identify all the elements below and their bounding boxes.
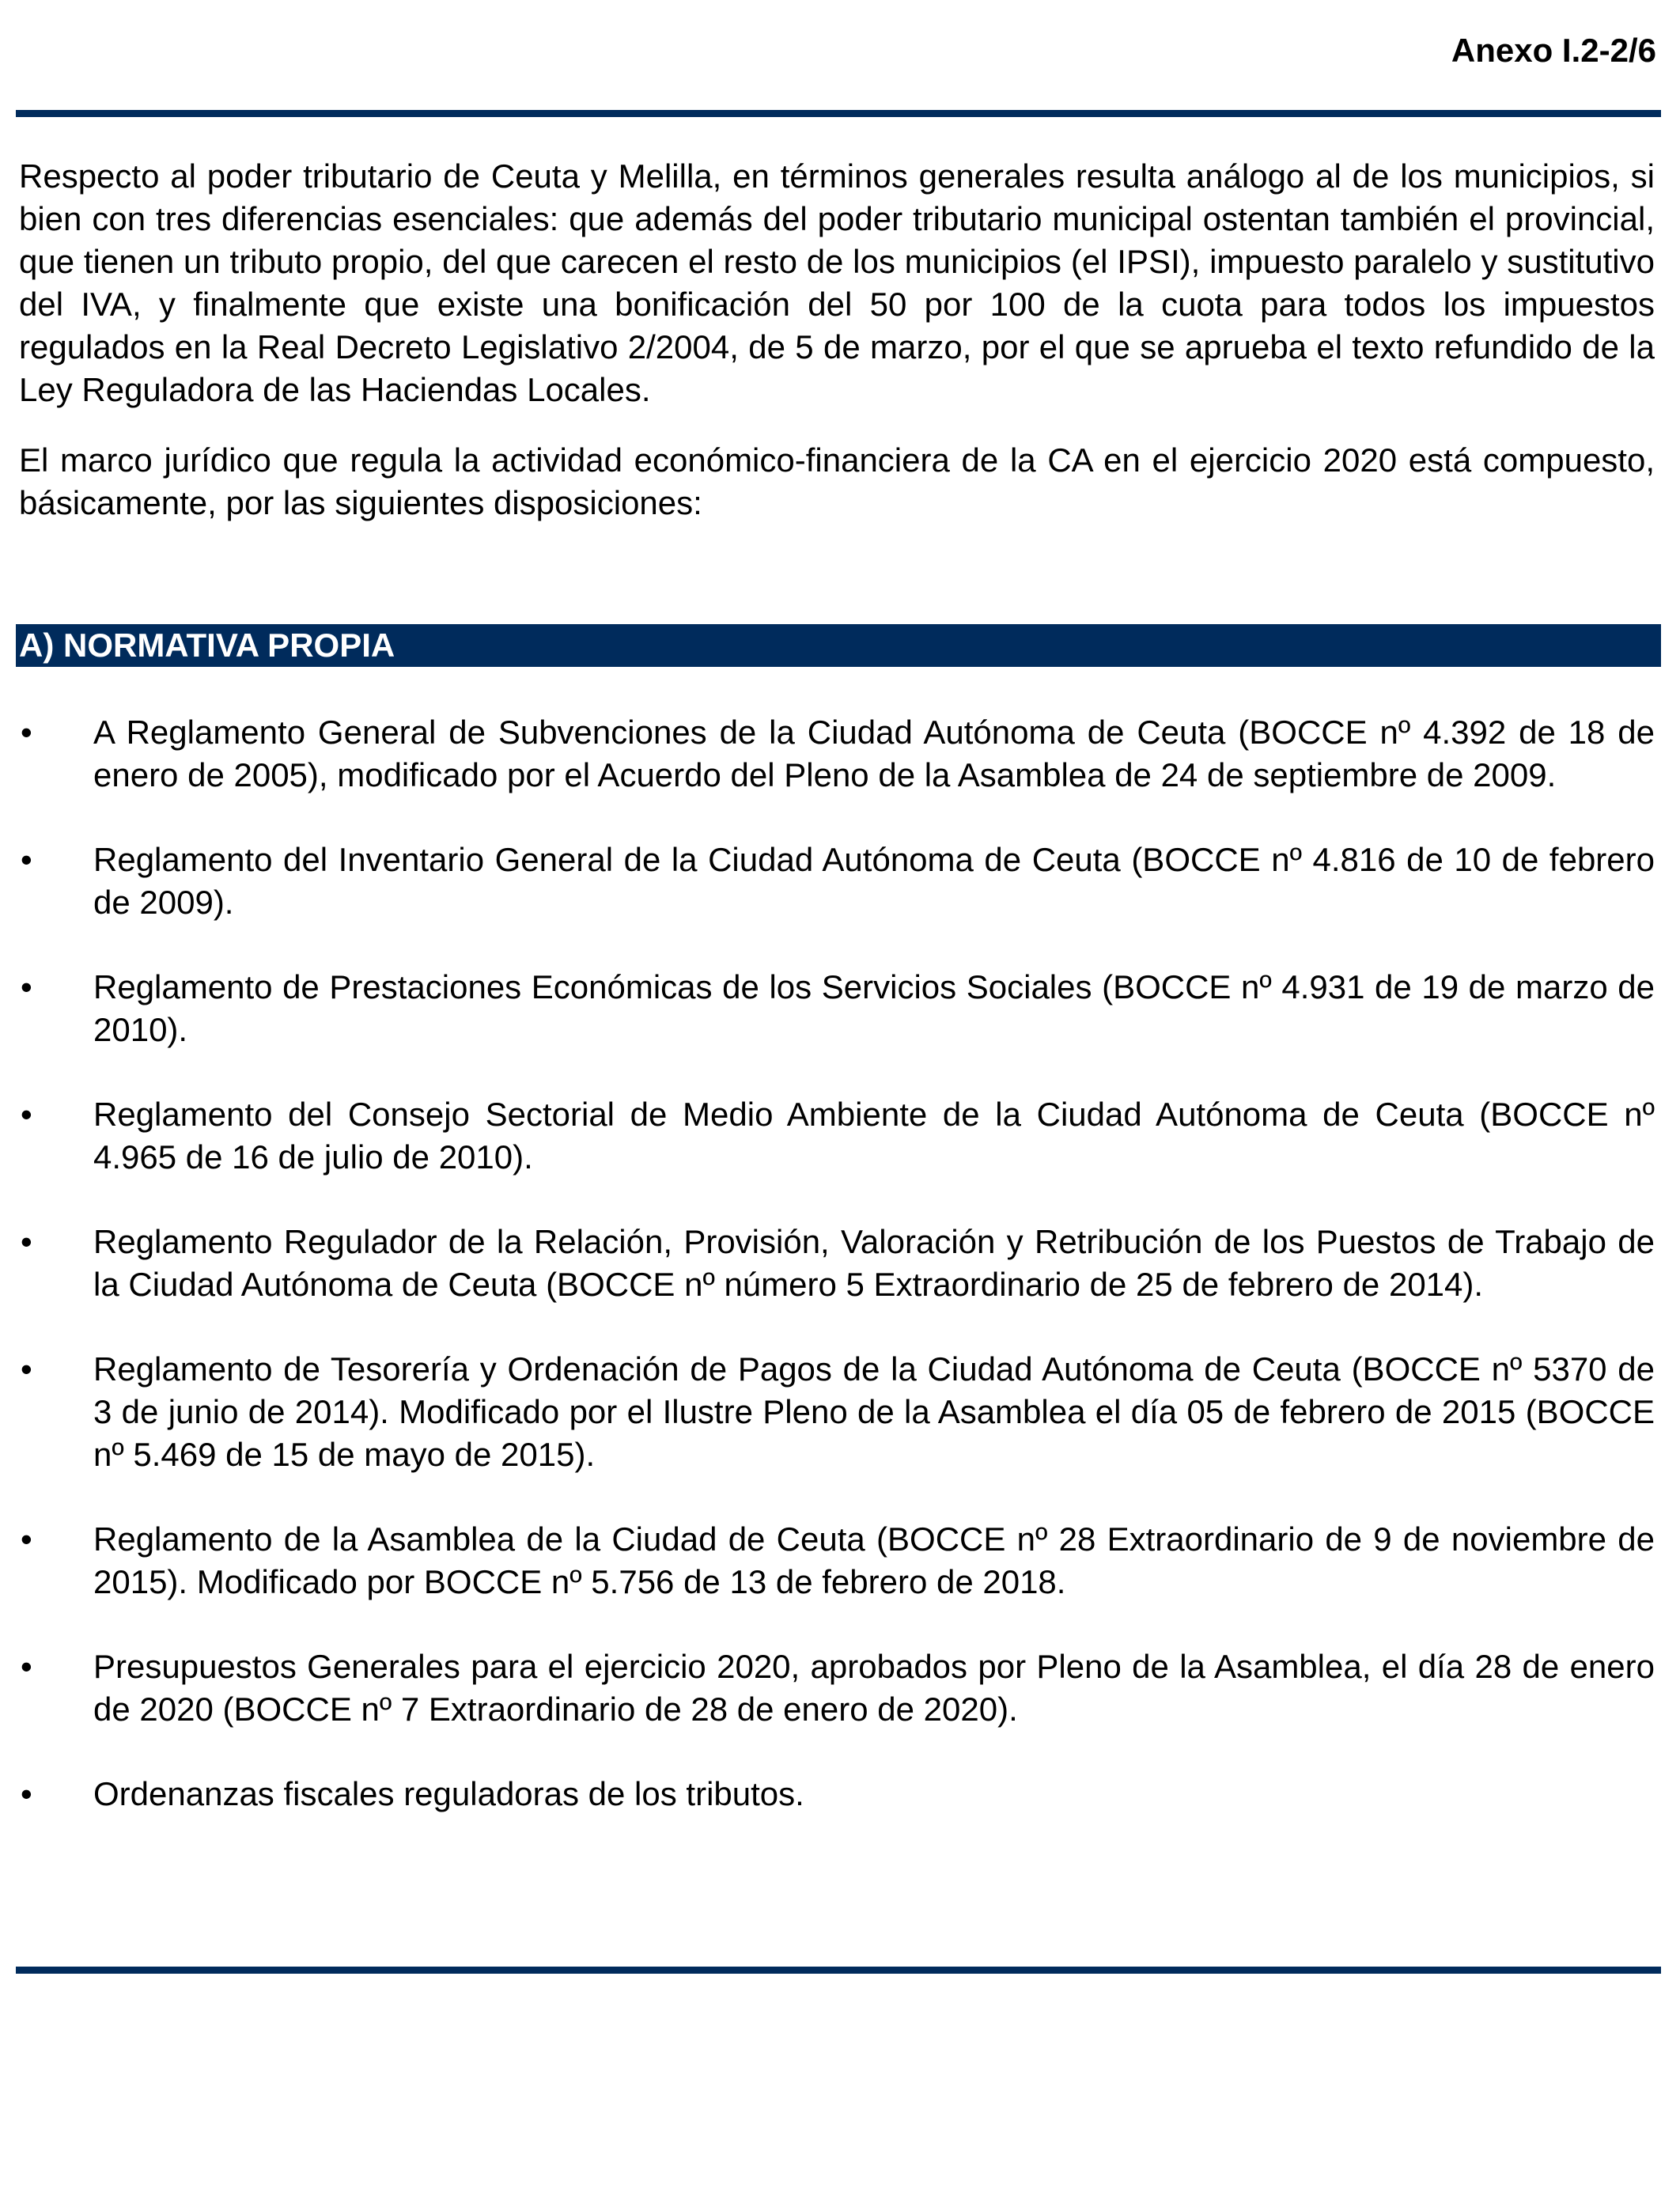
list-item bbox=[0, 1093, 1680, 1179]
bullet-icon: • bbox=[21, 714, 32, 751]
bullet-icon: • bbox=[21, 1520, 32, 1558]
list-item-text: A Reglamento General de Subvenciones de la Ciudad Autónoma de Ceuta (BOCCE nº 4.392 de 18 de enero de 2005), modificado por el Acuerdo del Pleno de la Asamblea de 24 de septiembre de 2009. bbox=[93, 714, 1655, 793]
list-item bbox=[0, 966, 1680, 1051]
bullet-icon: • bbox=[21, 1096, 32, 1133]
list-item-text: Reglamento de la Asamblea de la Ciudad de Ceuta (BOCCE nº 28 Extraordinario de 9 de noviembre de 2015). Modificado por BOCCE nº 5.756 de 13 de febrero de 2018. bbox=[93, 1520, 1655, 1600]
list-item bbox=[0, 1518, 1680, 1603]
bullet-icon: • bbox=[21, 968, 32, 1005]
bullet-icon: • bbox=[21, 1350, 32, 1388]
list-item-text: Ordenanzas fiscales reguladoras de los tributos. bbox=[93, 1775, 804, 1812]
bullet-icon: • bbox=[21, 1648, 32, 1685]
list-item bbox=[0, 711, 1680, 797]
regulation-list bbox=[0, 711, 1680, 1857]
list-item bbox=[0, 1221, 1680, 1306]
list-item-text: Presupuestos Generales para el ejercicio 2020, aprobados por Pleno de la Asamblea, el día 28 de enero de 2020 (BOCCE nº 7 Extraordinario de 28 de enero de 2020). bbox=[93, 1648, 1655, 1728]
bullet-icon: • bbox=[21, 1775, 32, 1812]
list-item-text: Reglamento del Consejo Sectorial de Medio Ambiente de la Ciudad Autónoma de Ceuta (BOCCE nº 4.965 de 16 de julio de 2010). bbox=[93, 1096, 1655, 1176]
list-item-text: Reglamento Regulador de la Relación, Provisión, Valoración y Retribución de los Puestos de Trabajo de la Ciudad Autónoma de Ceuta (BOCCE nº número 5 Extraordinario de 25 de febrero de 2014). bbox=[93, 1223, 1655, 1303]
list-item bbox=[0, 1773, 1680, 1815]
annex-label: Anexo I.2-2/6 bbox=[1451, 32, 1656, 69]
list-item-text: Reglamento de Tesorería y Ordenación de Pagos de la Ciudad Autónoma de Ceuta (BOCCE nº 5370 de 3 de junio de 2014). Modificado por el Ilustre Pleno de la Asamblea el día 05 de febrero de 2015 (BOCCE nº 5.469 de 15 de mayo de 2015). bbox=[93, 1350, 1655, 1473]
list-item-text: Reglamento del Inventario General de la Ciudad Autónoma de Ceuta (BOCCE nº 4.816 de 10 de febrero de 2009). bbox=[93, 841, 1655, 921]
section-heading: A) NORMATIVA PROPIA bbox=[16, 624, 1661, 667]
list-item bbox=[0, 1645, 1680, 1731]
list-item-text: Reglamento de Prestaciones Económicas de los Servicios Sociales (BOCCE nº 4.931 de 19 de marzo de 2010). bbox=[93, 968, 1655, 1048]
footer-divider bbox=[16, 1967, 1661, 1974]
intro-paragraph-tax-power: Respecto al poder tributario de Ceuta y Melilla, en términos generales resulta análogo al de los municipios, si bien con tres diferencias esenciales: que además del poder tributario municipal ostentan también el provincial, que tienen un tributo propio, del que carecen el resto de los municipios (el IPSI), impuesto paralelo y sustitutivo del IVA, y finalmente que existe una bonificación del 50 por 100 de la cuota para todos los impuestos regulados en la Real Decreto Legislativo 2/2004, de 5 de marzo, por el que se aprueba el texto refundido de la Ley Reguladora de las Haciendas Locales. bbox=[19, 157, 1655, 408]
intro-paragraph-legal-framework: El marco jurídico que regula la actividad económico-financiera de la CA en el ejercicio 2020 está compuesto, básicamente, por las siguientes disposiciones: bbox=[19, 441, 1655, 521]
header-divider bbox=[16, 110, 1661, 117]
intro-text bbox=[19, 155, 1655, 552]
list-item bbox=[0, 1348, 1680, 1476]
bullet-icon: • bbox=[21, 1223, 32, 1260]
list-item bbox=[0, 839, 1680, 924]
bullet-icon: • bbox=[21, 841, 32, 878]
